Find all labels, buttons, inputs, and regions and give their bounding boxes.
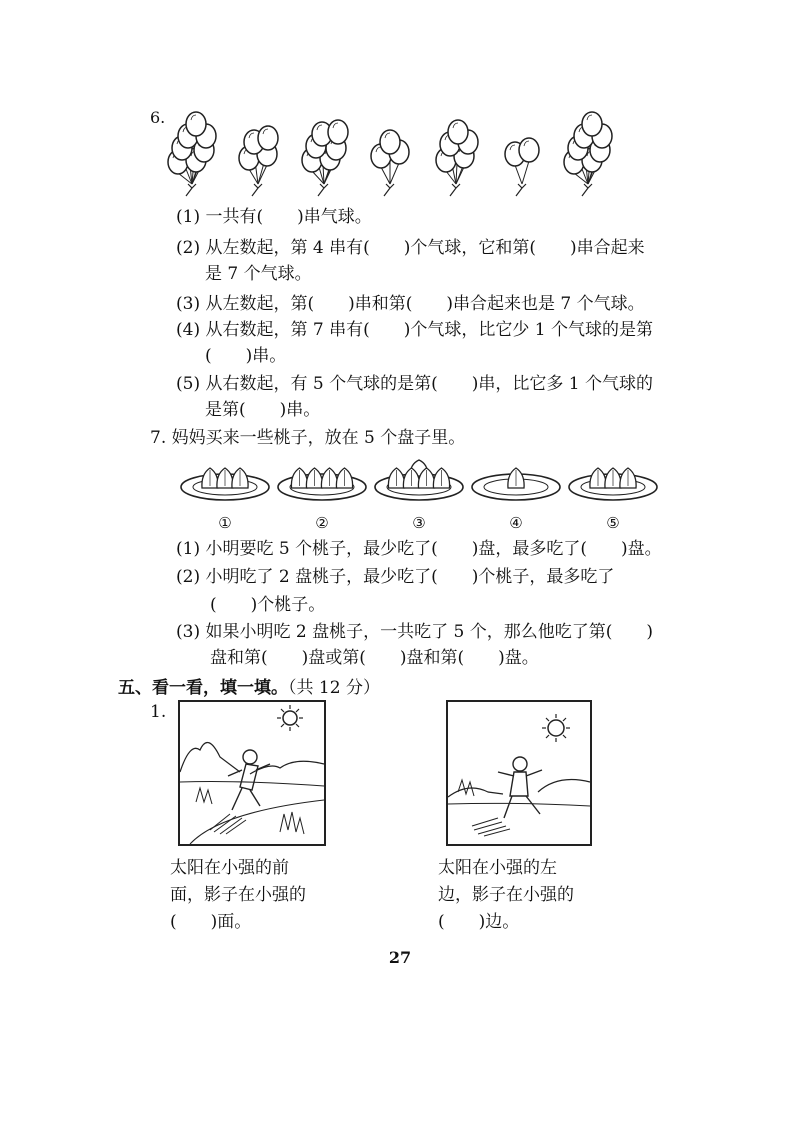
plate-label: ② — [315, 514, 329, 532]
peach-plate — [569, 468, 657, 500]
section-5-score: （共 12 分） — [288, 678, 380, 698]
balloon-bunch — [505, 138, 539, 196]
sun-icon — [277, 705, 303, 731]
question-6-number: 6. — [150, 108, 166, 127]
q6-item-3: (3) 从左数起，第( )串和第( )串合起来也是 7 个气球。 — [176, 294, 645, 314]
balloon-icon — [380, 130, 400, 154]
peach-plate — [472, 468, 560, 500]
page-number: 27 — [388, 948, 412, 967]
plate-label: ③ — [412, 514, 426, 532]
q7-item-2: (2) 小明吃了 2 盘桃子，最少吃了( )个桃子，最多吃了 — [176, 567, 615, 587]
balloon-icon — [448, 120, 468, 144]
plate-label: ④ — [509, 514, 523, 532]
sun-icon — [542, 714, 570, 742]
balloon-icon — [582, 112, 602, 136]
q7-item-3-cont: 盘和第( )盘或第( )盘和第( )盘。 — [210, 648, 539, 668]
q6-item-4-cont: ( )串。 — [205, 346, 287, 366]
plate-label: ⑤ — [606, 514, 620, 532]
right-caption-line: 太阳在小强的左 — [438, 858, 557, 878]
right-caption-line: 边，影子在小强的 — [438, 885, 574, 905]
peach-plate — [375, 460, 463, 500]
shadow-shape — [210, 814, 246, 834]
balloon-bunch — [564, 112, 612, 196]
peach-plate — [181, 468, 269, 500]
peach-plates-illustration — [185, 452, 620, 542]
left-caption-line: 面，影子在小强的 — [170, 885, 306, 905]
balloon-bunch — [371, 130, 409, 196]
balloon-bunches-illustration — [170, 110, 640, 200]
q7-item-2-cont: ( )个桃子。 — [210, 595, 326, 615]
peach-plate — [278, 468, 366, 500]
boy-figure — [498, 757, 542, 818]
q6-item-4: (4) 从右数起，第 7 串有( )个气球，比它少 1 个气球的是第 — [176, 320, 653, 340]
left-caption-line: 太阳在小强的前 — [170, 858, 289, 878]
q6-item-2-cont: 是 7 个气球。 — [205, 264, 312, 284]
plate-label: ① — [218, 514, 232, 532]
right-caption — [438, 855, 574, 936]
balloon-icon — [258, 126, 278, 150]
shadow-shape — [472, 818, 510, 836]
section-5-heading — [118, 673, 380, 698]
q6-item-5-cont: 是第( )串。 — [205, 400, 321, 420]
q6-item-5: (5) 从右数起，有 5 个气球的是第( )串，比它多 1 个气球的 — [176, 374, 653, 394]
balloon-bunch — [168, 112, 216, 196]
balloon-bunch — [302, 120, 348, 196]
left-caption-line: ( )面。 — [170, 912, 252, 932]
q6-item-1: (1) 一共有( )串气球。 — [176, 207, 372, 227]
scene-sun-left — [446, 700, 592, 846]
balloon-icon — [519, 138, 539, 162]
balloon-bunch — [239, 126, 278, 196]
section-5-title: 五、看一看，填一填。 — [118, 678, 288, 698]
balloon-icon — [328, 120, 348, 144]
left-caption — [170, 855, 306, 936]
q7-item-3: (3) 如果小明吃 2 盘桃子，一共吃了 5 个，那么他吃了第( ) — [176, 622, 653, 642]
balloon-bunch — [436, 120, 478, 196]
question-7-title: 7. 妈妈买来一些桃子，放在 5 个盘子里。 — [150, 428, 466, 448]
section-5-q1-number: 1. — [150, 702, 167, 722]
boy-figure — [228, 750, 270, 810]
q7-item-1: (1) 小明要吃 5 个桃子，最少吃了( )盘，最多吃了( )盘。 — [176, 539, 662, 559]
balloon-icon — [186, 112, 206, 136]
right-caption-line: ( )边。 — [438, 912, 520, 932]
scene-sun-front — [178, 700, 326, 846]
q6-item-2: (2) 从左数起，第 4 串有( )个气球，它和第( )串合起来 — [176, 238, 645, 258]
